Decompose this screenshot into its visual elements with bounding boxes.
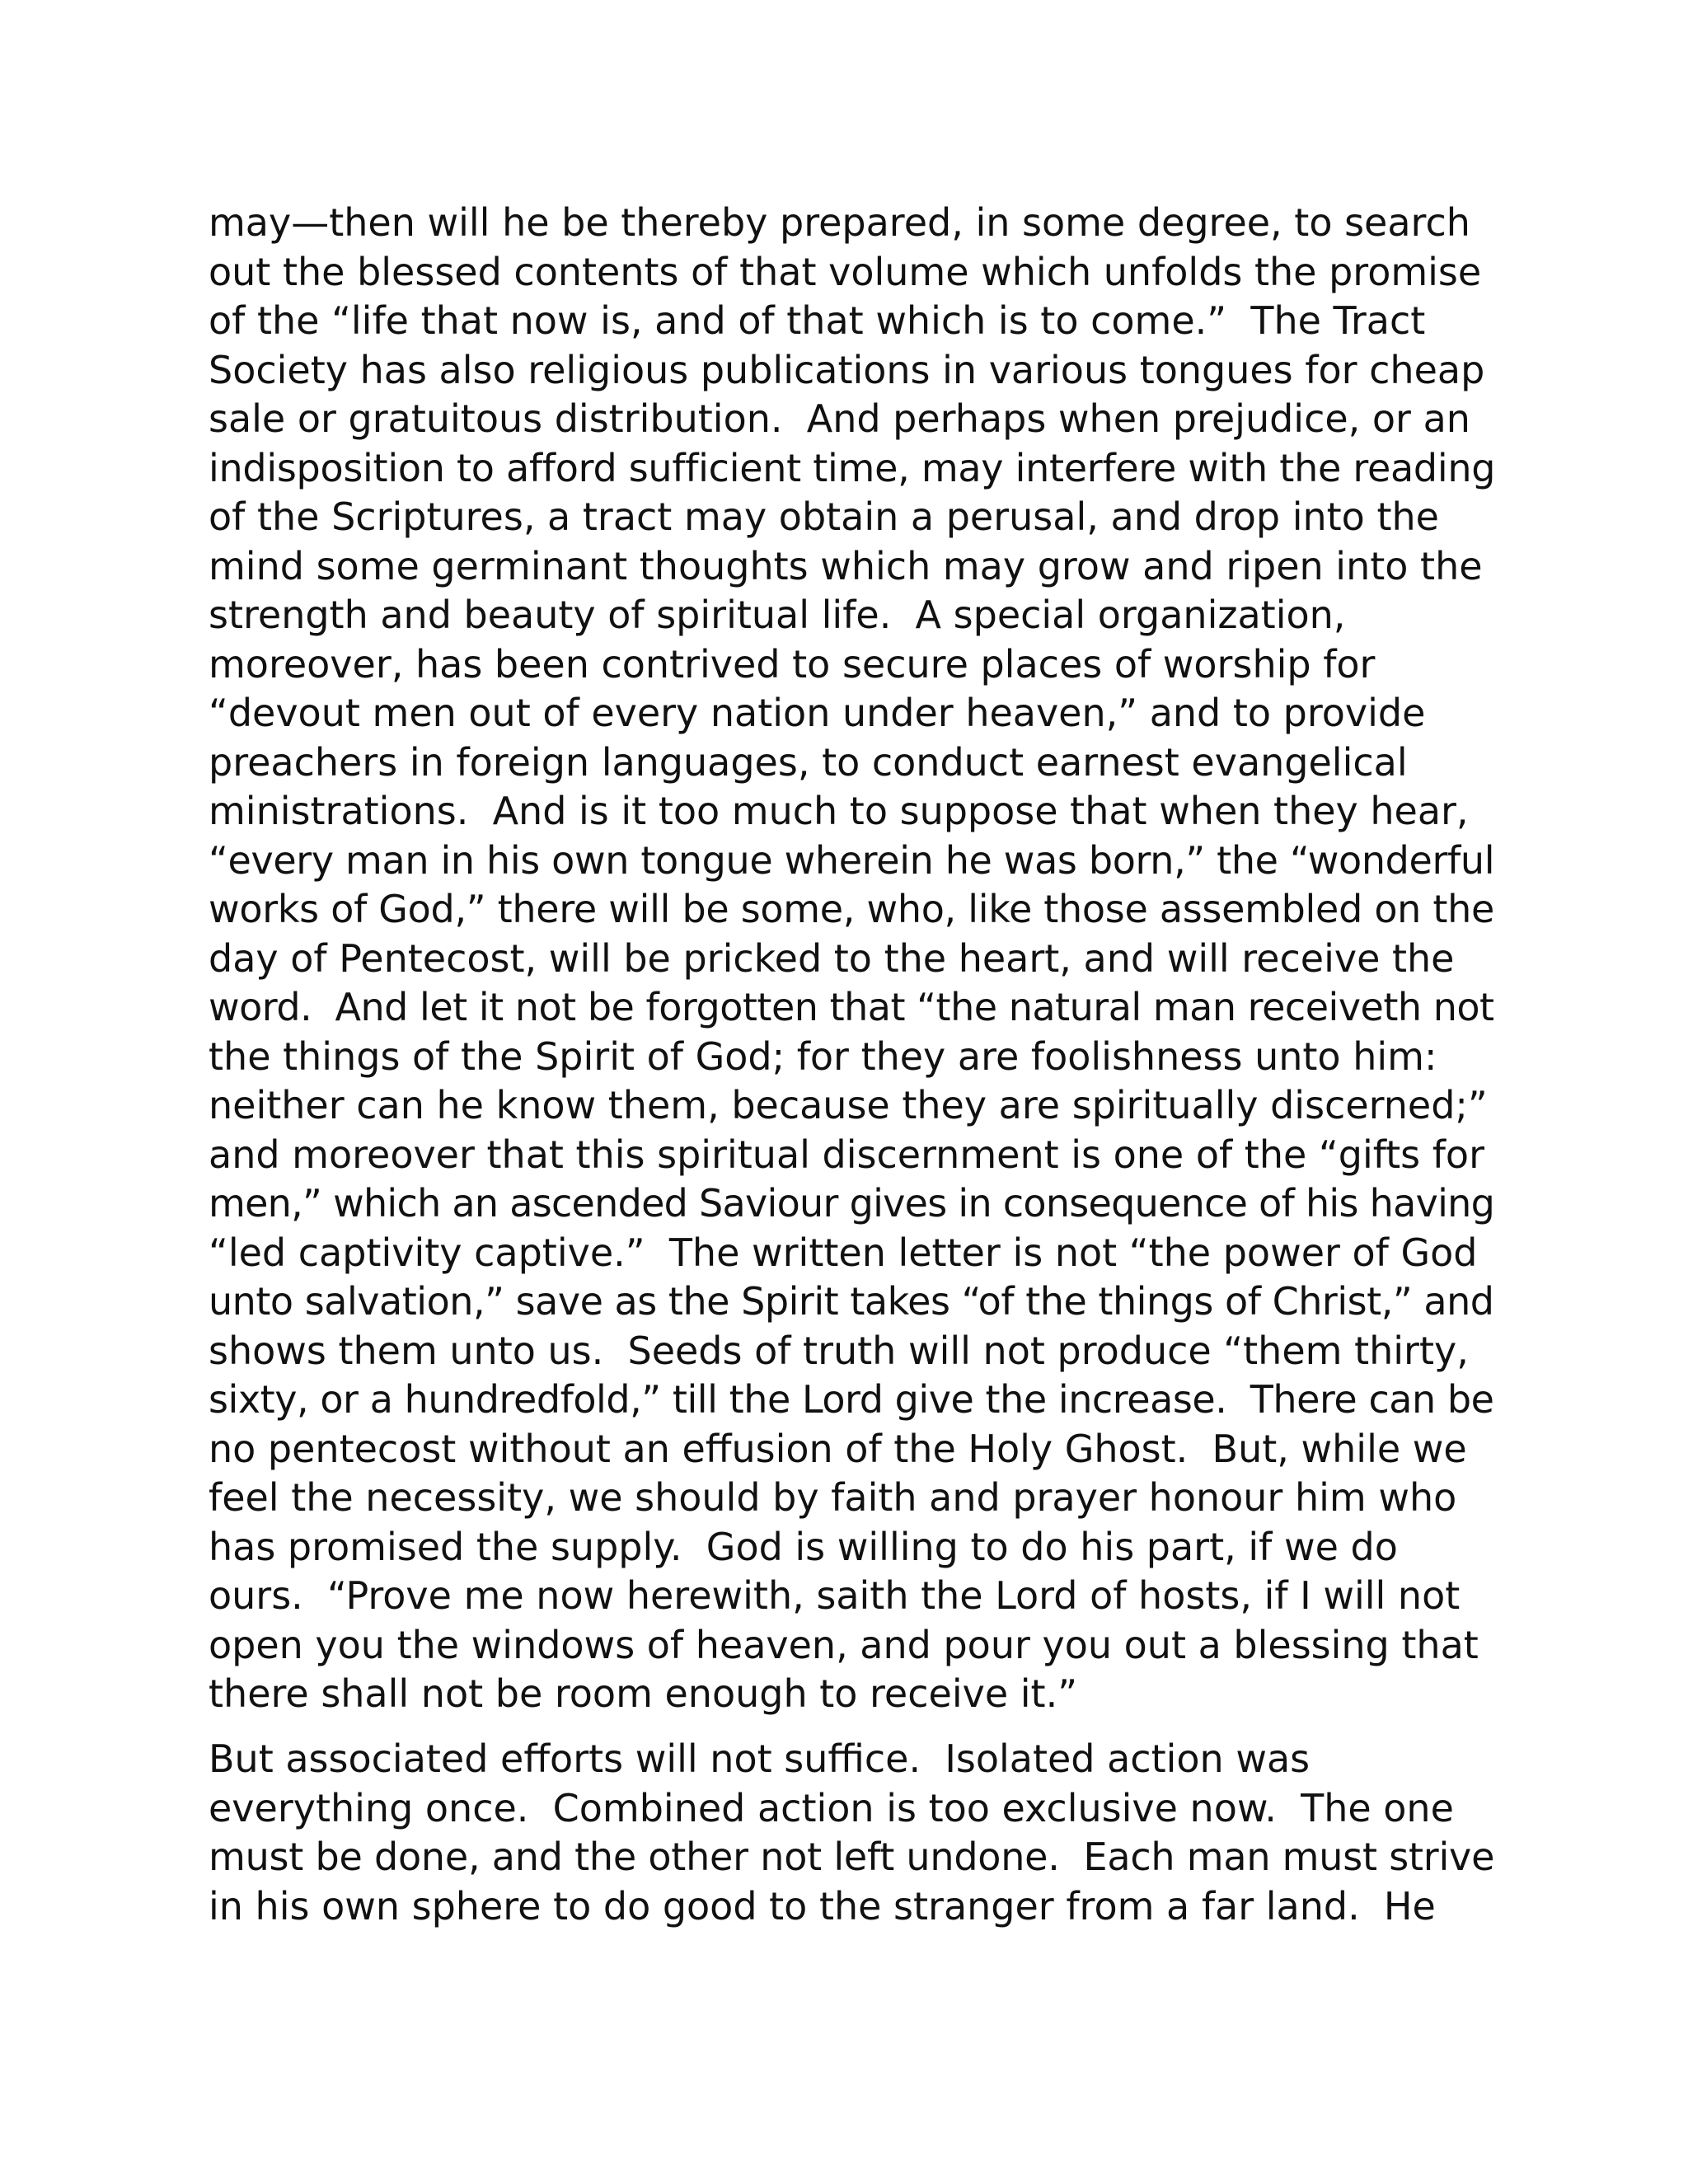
text-line: there shall not be room enough to receive it.” — [209, 1671, 1078, 1716]
text-line: out the blessed contents of that volume which unfolds the promise — [209, 249, 1482, 294]
text-line: day of Pentecost, will be pricked to the heart, and will receive the — [209, 935, 1455, 981]
text-line: men,” which an ascended Saviour gives in consequence of his having — [209, 1181, 1495, 1226]
text-line: everything once. Combined action is too exclusive now. The one — [209, 1785, 1454, 1830]
text-line: works of God,” there will be some, who, like those assembled on the — [209, 887, 1495, 931]
text-line: may—then will he be thereby prepared, in some degree, to search — [209, 200, 1470, 245]
text-line: the things of the Spirit of God; for they are foolishness unto him: — [209, 1033, 1437, 1079]
text-line: open you the windows of heaven, and pour you out a blessing that — [209, 1622, 1479, 1667]
text-line: “led captivity captive.” The written letter is not “the power of God — [209, 1230, 1478, 1275]
text-line: must be done, and the other not left undone. Each man must strive — [209, 1835, 1495, 1879]
text-line: mind some germinant thoughts which may grow and ripen into the — [209, 543, 1483, 588]
text-line: unto salvation,” save as the Spirit takes “of the things of Christ,” and — [209, 1279, 1494, 1324]
text-line: moreover, has been contrived to secure places of worship for — [209, 641, 1376, 687]
text-line: strength and beauty of spiritual life. A special organization, — [209, 593, 1346, 637]
text-line: word. And let it not be forgotten that “the natural man receiveth not — [209, 985, 1494, 1029]
text-line: Society has also religious publications in various tongues for cheap — [209, 347, 1485, 392]
paragraph — [209, 1735, 1494, 1931]
text-line: sale or gratuitous distribution. And perhaps when prejudice, or an — [209, 396, 1470, 441]
text-line: “devout men out of every nation under heaven,” and to provide — [209, 691, 1426, 735]
text-line: neither can he know them, because they are spiritually discerned;” — [209, 1083, 1488, 1127]
text-line: has promised the supply. God is willing to do his part, if we do — [209, 1524, 1398, 1569]
paragraph — [209, 199, 1494, 1719]
text-line: no pentecost without an effusion of the Holy Ghost. But, while we — [209, 1426, 1467, 1471]
text-line: preachers in foreign languages, to conduct earnest evangelical — [209, 739, 1408, 785]
text-line: sixty, or a hundredfold,” till the Lord give the increase. There can be — [209, 1377, 1494, 1422]
text-line: in his own sphere to do good to the stranger from a far land. He — [209, 1883, 1436, 1929]
text-line: shows them unto us. Seeds of truth will not produce “them thirty, — [209, 1328, 1469, 1373]
text-line: But associated efforts will not suffice. Isolated action was — [209, 1736, 1311, 1781]
text-line: indisposition to afford sufficient time, may interfere with the reading — [209, 445, 1496, 490]
text-line: of the “life that now is, and of that which is to come.” The Tract — [209, 298, 1426, 343]
text-line: ministrations. And is it too much to suppose that when they hear, — [209, 789, 1469, 833]
text-line: and moreover that this spiritual discernment is one of the “gifts for — [209, 1132, 1484, 1177]
text-line: ours. “Prove me now herewith, saith the Lord of hosts, if I will not — [209, 1573, 1461, 1618]
text-line: “every man in his own tongue wherein he was born,” the “wonderful — [209, 837, 1495, 883]
text-line: of the Scriptures, a tract may obtain a perusal, and drop into the — [209, 494, 1439, 539]
text-line: feel the necessity, we should by faith and prayer honour him who — [209, 1475, 1457, 1520]
